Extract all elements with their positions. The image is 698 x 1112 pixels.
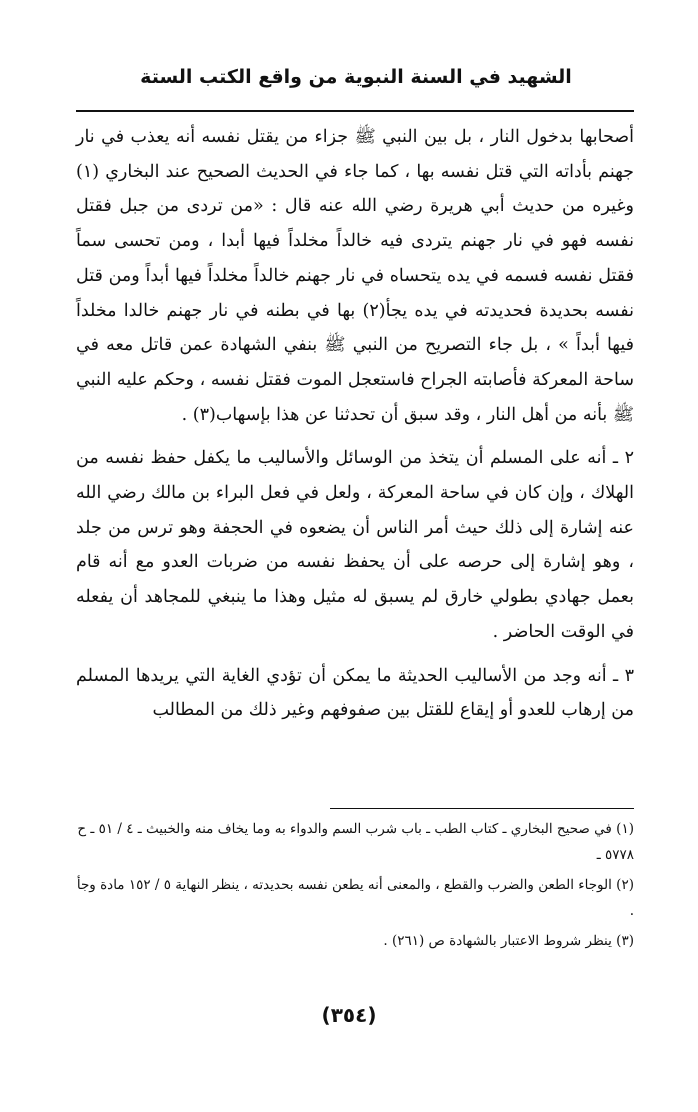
footnote-1: (١) في صحيح البخاري ـ كتاب الطب ـ باب شرب السم والدواء به وما يخاف منه والخبيث ـ ٤ / ٥١ ـ ح ٥٧٧٨ ـ <box>77 821 634 863</box>
paragraph-3: ٣ ـ أنه وجد من الأساليب الحديثة ما يمكن أن تؤدي الغاية التي يريدها المسلم من إرهاب للعدو أو إيقاع للقتل بين صفوفهم وغير ذلك من المطالب <box>76 665 634 721</box>
header-rule <box>76 110 634 112</box>
running-title: الشهيد في السنة النبوية من واقع الكتب الستة <box>140 66 572 88</box>
footnotes <box>76 816 634 958</box>
footnote-3: (٣) ينظر شروط الاعتبار بالشهادة ص (٢٦١) . <box>383 933 634 949</box>
footnote-separator <box>330 808 634 809</box>
paragraph-2: ٢ ـ أنه على المسلم أن يتخذ من الوسائل والأساليب ما يكفل حفظ نفسه من الهلاك ، وإن كان في ساحة المعركة ، ولعل في فعل البراء بن مالك رضي الله عنه إشارة إلى ذلك حيث أمر الناس أن يضعوه في الحجفة وهو ترس من جلد ، وهو إشارة إلى حرصه على أن يحفظ نفسه من ضربات العدو مع أنه قام بعمل جهادي بطولي خارق لم يسبق له مثيل وهذا ما ينبغي للمجاهد أن يفعله في الوقت الحاضر . <box>76 448 634 642</box>
footnote-2: (٢) الوجاء الطعن والضرب والقطع ، والمعنى أنه يطعن نفسه بحديدته ، ينظر النهاية ٥ / ١٥٢ مادة وجأ . <box>76 877 634 919</box>
page-number: (٣٥٤) <box>321 1003 377 1027</box>
main-text <box>76 120 634 728</box>
paragraph-1: أصحابها بدخول النار ، بل بين النبي ﷺ جزاء من يقتل نفسه أنه يعذب في نار جهنم بأداته التي قتل نفسه بها ، كما جاء في الحديث الصحيح عند البخاري (١) وغيره من حديث أبي هريرة رضي الله عنه قال : «من تردى من جبل فقتل نفسه فهو في نار جهنم يتردى فيه خالداً مخلداً فيها أبدا ، ومن تحسى سماً فقتل نفسه فسمه في يده يتحساه في نار جهنم خالداً مخلداً فيها أبداً ومن قتل نفسه بحديدة فحديدته في يده يجأ(٢) بها في بطنه في نار جهنم خالدا مخلداً فيها أبداً » ، بل جاء التصريح من النبي ﷺ بنفي الشهادة عمن قاتل معه في ساحة المعركة فأصابته الجراح فاستعجل الموت فقتل نفسه ، وحكم عليه النبي ﷺ بأنه من أهل النار ، وقد سبق أن تحدثنا عن هذا بإسهاب(٣) . <box>76 127 634 425</box>
